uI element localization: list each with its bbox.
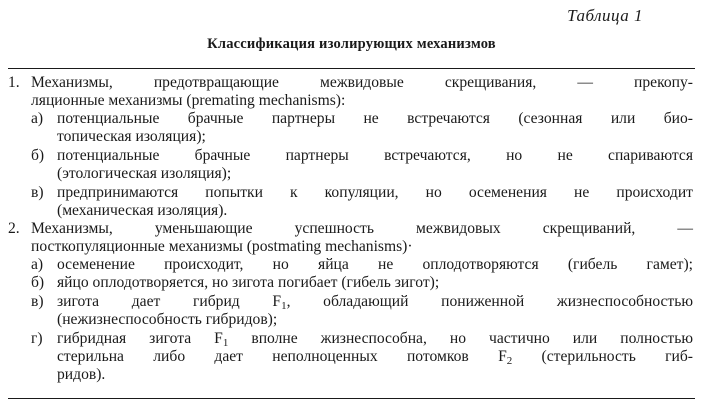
section-2-line-2: посткопуляционные механизмы (postmating mechanisms)· [31, 238, 413, 255]
section-2-line-1: Механизмы, уменьшающие успешность межвидовых скрещиваний, — [31, 220, 693, 237]
item-1b-line-1: потенциальные брачные партнеры встречаются, но не спариваются [57, 147, 693, 164]
item-1b-line-2: (этологическая изоляция); [57, 165, 232, 182]
item-2a-marker: а) [31, 256, 44, 273]
item-2a-line-1: осеменение происходит, но яйца не оплодотворяются (гибель гамет); [57, 256, 693, 273]
item-1a-line-1: потенциальные брачные партнеры не встречаются (сезонная или био- [57, 110, 693, 127]
item-2b-line-1: яйцо оплодотворяется, но зигота погибает (гибель зигот); [57, 274, 440, 291]
item-1b-marker: б) [31, 147, 45, 164]
section-1-line-1: Механизмы, предотвращающие межвидовые скрещивания, — прекопу- [31, 74, 693, 91]
item-2d-line-3: ридов). [57, 366, 106, 383]
item-2c-marker: в) [31, 293, 44, 310]
table-label: Таблица 1 [567, 6, 643, 25]
item-2c-line-2: (нежизнеспособность гибридов); [57, 311, 278, 328]
section-1-line-2: ляционные механизмы (premating mechanisms): [31, 92, 346, 109]
section-2-number: 2. [8, 220, 20, 237]
item-2d-marker: г) [31, 330, 43, 347]
item-1c-marker: в) [31, 184, 44, 201]
bottom-rule [8, 398, 695, 399]
top-rule [8, 68, 695, 69]
table-title: Классификация изолирующих механизмов [207, 36, 496, 52]
item-2d-line-2: стерильна либо дает неполноценных потомков $F_2$ (стерильность гиб- [57, 348, 693, 367]
item-1c-line-1: предпринимаются попытки к копуляции, но осеменения не происходит [57, 184, 693, 201]
item-2d-line-1: гибридная зигота $F_1$ вполне жизнеспособна, но частично или полностью [57, 330, 693, 349]
item-1a-marker: а) [31, 110, 44, 127]
section-1-number: 1. [8, 74, 20, 91]
item-1a-line-2: топическая изоляция); [57, 128, 206, 145]
item-2b-marker: б) [31, 274, 45, 291]
item-1c-line-2: (механическая изоляция). [57, 202, 228, 219]
item-2c-line-1: зигота дает гибрид $F_1$, обладающий пониженной жизнеспособностью [57, 293, 693, 312]
